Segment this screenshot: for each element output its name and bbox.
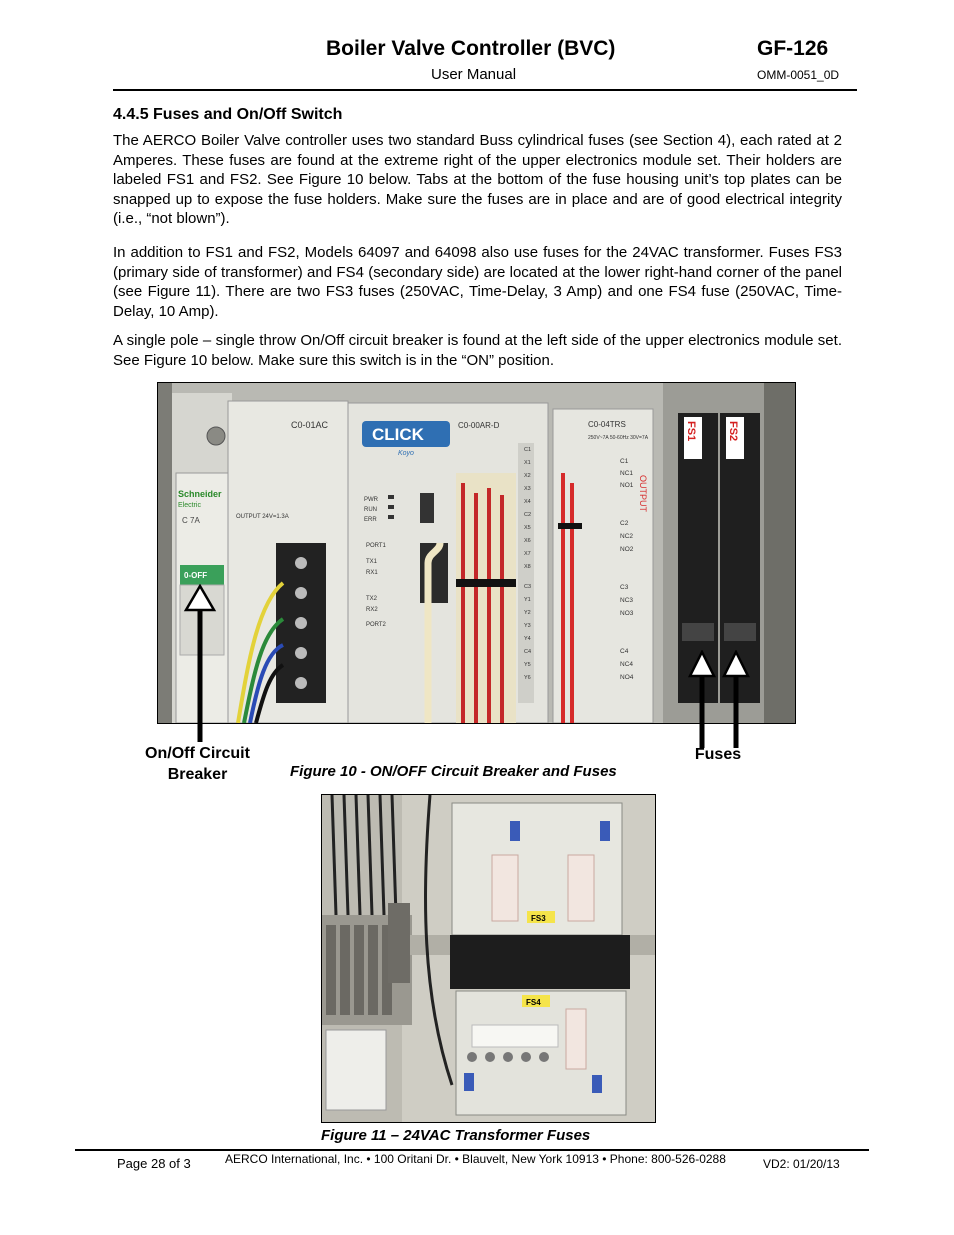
cpu-module-text: C0-00AR-D (458, 421, 500, 430)
tx2-text: TX2 (366, 596, 378, 602)
document-id: OMM-0051_0D (757, 68, 840, 82)
io-label-8: X6 (524, 538, 531, 544)
led-err: ERR (364, 517, 377, 523)
io-label-16: C4 (524, 649, 532, 655)
breaker-rating-text: C 7A (182, 516, 200, 525)
breaker-label-line1: On/Off Circuit (145, 745, 250, 762)
output-vertical-text: OUTPUT (638, 475, 648, 512)
footer-version: VD2: 01/20/13 (763, 1157, 840, 1171)
relay-terminal-12: NO4 (620, 674, 634, 681)
rx2-text: RX2 (366, 607, 378, 613)
io-label-3: X2 (524, 473, 531, 479)
fuses-label: Fuses (694, 746, 742, 763)
page-number: Page 28 of 3 (117, 1156, 191, 1171)
relay-module-text: C0-04TRS (588, 420, 626, 429)
breaker-arrow (180, 584, 220, 744)
relay-terminal-1: C1 (620, 458, 629, 465)
power-module-text: C0-01AC (291, 420, 329, 430)
click-logo-text: CLICK (372, 425, 424, 444)
io-label-5: X4 (524, 499, 531, 505)
relay-terminal-2: NC1 (620, 470, 634, 477)
led-pwr: PWR (364, 497, 378, 503)
io-label-17: Y5 (524, 662, 531, 668)
relay-terminal-6: NO2 (620, 546, 634, 553)
relay-terminal-3: NO1 (620, 482, 634, 489)
tx1-text: TX1 (366, 559, 378, 565)
io-label-14: Y3 (524, 623, 531, 629)
document-code: GF-126 (757, 37, 829, 60)
port1-text: PORT1 (366, 543, 386, 549)
rx1-text: RX1 (366, 570, 378, 576)
figure-11-illustration (322, 795, 655, 1122)
footer-company: AERCO International, Inc. • 100 Oritani Dr. • Blauvelt, New York 10913 • Phone: 800-526-0288 (225, 1152, 726, 1166)
relay-terminal-8: NC3 (620, 597, 634, 604)
io-label-6: C2 (524, 512, 532, 518)
io-label-12: Y1 (524, 597, 531, 603)
io-label-2: X1 (524, 460, 531, 466)
fuses-arrows (684, 650, 754, 750)
figure-11-photo (321, 794, 656, 1123)
paragraph-transformer-fuses: In addition to FS1 and FS2, Models 64097 and 64098 also use fuses for the 24VAC transformer. Fuses FS3 (primary side of transformer) and FS4 (secondary side) are located at the lower right-hand corner of the panel (see Figure 11). There are two FS3 fuses (250VAC, Time-Delay, 3 Amp) and one FS4 fuse (250VAC, Time-Delay, 10 Amp). (113, 244, 842, 320)
paragraph-fuses: The AERCO Boiler Valve controller uses two standard Buss cylindrical fuses (see Section 4), each rated at 2 Amperes. These fuses are found at the extreme right of the upper electronics module set. Their holders are labeled FS1 and FS2. See Figure 10 below. Tabs at the bottom of the fuse housing unit’s top plates can be snapped up to expose the fuse holders. Make sure the fuses are in place and are of good electrical integrity (i.e., “not blown”). (113, 132, 842, 228)
koyo-text: Koyo (398, 450, 414, 457)
io-label-11: C3 (524, 584, 532, 590)
io-label-4: X3 (524, 486, 531, 492)
footer-rule (75, 1149, 869, 1151)
io-label-10: X8 (524, 564, 531, 570)
relay-rating-text: 250V~7A 50-60Hz 30V=7A (588, 435, 649, 441)
relay-terminal-4: C2 (620, 520, 629, 527)
breaker-label-line2: Breaker (167, 766, 228, 783)
relay-terminal-9: NO3 (620, 610, 634, 617)
io-label-9: X7 (524, 551, 531, 557)
relay-terminal-5: NC2 (620, 533, 634, 540)
section-heading: 4.4.5 Fuses and On/Off Switch (113, 106, 343, 123)
electric-text: Electric (178, 502, 201, 509)
relay-terminal-10: C4 (620, 648, 629, 655)
port2-text: PORT2 (366, 622, 386, 628)
io-label-15: Y4 (524, 636, 531, 642)
relay-terminal-11: NC4 (620, 661, 634, 668)
led-run: RUN (364, 507, 377, 513)
io-label-1: C1 (524, 447, 532, 453)
io-label-18: Y6 (524, 675, 531, 681)
fs2-text: FS2 (727, 421, 739, 442)
figure-11-caption: Figure 11 – 24VAC Transformer Fuses (321, 1127, 591, 1144)
output-rating-text: OUTPUT 24V=1.3A (236, 514, 289, 520)
io-label-7: X5 (524, 525, 531, 531)
fs1-text: FS1 (685, 421, 697, 442)
figure-10-caption: Figure 10 - ON/OFF Circuit Breaker and Fuses (290, 763, 617, 780)
document-subtitle: User Manual (431, 66, 517, 83)
fs4-text: FS4 (526, 998, 541, 1007)
paragraph-breaker: A single pole – single throw On/Off circuit breaker is found at the left side of the upper electronics module set. See Figure 10 below. Make sure this switch is in the “ON” position. (113, 332, 842, 369)
document-title: Boiler Valve Controller (BVC) (326, 37, 616, 60)
relay-terminal-7: C3 (620, 584, 629, 591)
fs3-text: FS3 (531, 914, 546, 923)
off-label-text: 0-OFF (184, 571, 208, 580)
io-label-13: Y2 (524, 610, 531, 616)
schneider-text: Schneider (178, 489, 222, 499)
header-rule (113, 89, 857, 91)
